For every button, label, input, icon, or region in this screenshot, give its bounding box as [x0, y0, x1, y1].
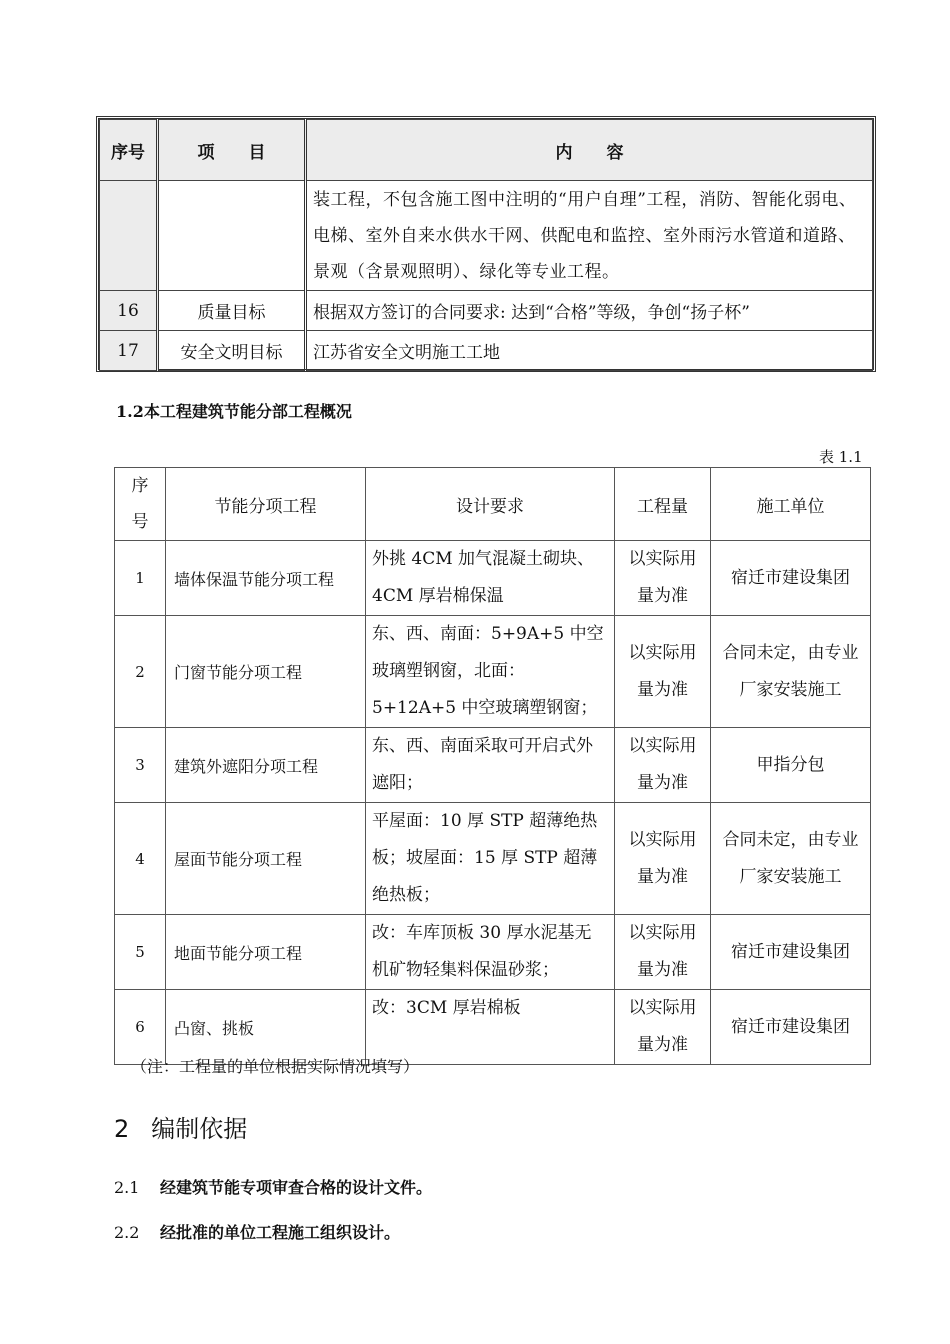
header-name: 节能分项工程: [166, 468, 366, 541]
row-no: 2: [115, 616, 166, 728]
section-heading-1-2: 1.2本工程建筑节能分部工程概况: [116, 402, 352, 421]
row-content: 根据双方签订的合同要求: 达到“合格”等级，争创“扬子杯”: [306, 291, 873, 331]
row-unit: 宿迁市建设集团: [711, 915, 871, 990]
row-name: 屋面节能分项工程: [166, 803, 366, 915]
header-no: 序号: [100, 120, 158, 181]
row-qty: 以实际用量为准: [615, 616, 711, 728]
table-header-row: [100, 120, 873, 181]
header-item: 项 目: [158, 120, 306, 181]
energy-saving-table: [114, 467, 871, 1065]
section-heading-2: [114, 1109, 247, 1144]
row-no: 5: [115, 915, 166, 990]
row-req: 改：车库顶板 30 厚水泥基无机矿物轻集料保温砂浆；: [366, 915, 615, 990]
row-name: 墙体保温节能分项工程: [166, 541, 366, 616]
header-unit: 施工单位: [711, 468, 871, 541]
row-name: 凸窗、挑板: [166, 990, 366, 1065]
row-no: 16: [100, 291, 158, 331]
table-row: [100, 181, 873, 291]
row-req: 平屋面：10 厚 STP 超薄绝热板；坡屋面：15 厚 STP 超薄绝热板；: [366, 803, 615, 915]
table-row: [115, 803, 871, 915]
row-qty: 以实际用量为准: [615, 915, 711, 990]
row-no: 1: [115, 541, 166, 616]
header-no: 序号: [115, 468, 166, 541]
row-qty: 以实际用量为准: [615, 803, 711, 915]
row-no: [100, 181, 158, 291]
row-qty: 以实际用量为准: [615, 728, 711, 803]
row-unit: 合同未定，由专业厂家安装施工: [711, 803, 871, 915]
table-row: [100, 331, 873, 371]
row-no: 17: [100, 331, 158, 371]
row-content: 江苏省安全文明施工工地: [306, 331, 873, 371]
row-unit: 甲指分包: [711, 728, 871, 803]
row-req: 东、西、南面：5+9A+5 中空玻璃塑钢窗，北面：5+12A+5 中空玻璃塑钢窗；: [366, 616, 615, 728]
row-req: 外挑 4CM 加气混凝土砌块、4CM 厚岩棉保温: [366, 541, 615, 616]
table-note: （注：工程量的单位根据实际情况填写）: [131, 1057, 420, 1076]
row-unit: 宿迁市建设集团: [711, 990, 871, 1065]
subsection-2-1: [114, 1175, 432, 1198]
table-caption: 表 1.1: [819, 448, 863, 466]
row-qty: 以实际用量为准: [615, 990, 711, 1065]
row-unit: 宿迁市建设集团: [711, 541, 871, 616]
row-name: 门窗节能分项工程: [166, 616, 366, 728]
row-no: 6: [115, 990, 166, 1065]
table-row: [100, 291, 873, 331]
row-qty: 以实际用量为准: [615, 541, 711, 616]
row-name: 建筑外遮阳分项工程: [166, 728, 366, 803]
row-req: 东、西、南面采取可开启式外遮阳；: [366, 728, 615, 803]
subsection-2-2: [114, 1220, 400, 1243]
subsection-text: 经批准的单位工程施工组织设计。: [160, 1223, 401, 1242]
subsection-number: 2.1: [114, 1178, 140, 1197]
subsection-text: 经建筑节能专项审查合格的设计文件。: [160, 1178, 433, 1197]
row-item: 质量目标: [158, 291, 306, 331]
row-req: 改：3CM 厚岩棉板: [366, 990, 615, 1065]
project-summary-table: [96, 116, 876, 372]
row-name: 地面节能分项工程: [166, 915, 366, 990]
table-row: [115, 541, 871, 616]
row-no: 3: [115, 728, 166, 803]
table-row: [115, 915, 871, 990]
row-item: [158, 181, 306, 291]
table-row: [115, 728, 871, 803]
row-item: 安全文明目标: [158, 331, 306, 371]
header-req: 设计要求: [366, 468, 615, 541]
row-content: 装工程，不包含施工图中注明的“用户自理”工程，消防、智能化弱电、电梯、室外自来水供水干网、供配电和监控、室外雨污水管道和道路、景观（含景观照明）、绿化等专业工程。: [306, 181, 873, 291]
row-no: 4: [115, 803, 166, 915]
row-unit: 合同未定，由专业厂家安装施工: [711, 616, 871, 728]
header-content: 内 容: [306, 120, 873, 181]
subsection-number: 2.2: [114, 1223, 140, 1242]
table-header-row: [115, 468, 871, 541]
section-title: 编制依据: [151, 1115, 248, 1143]
header-qty: 工程量: [615, 468, 711, 541]
table-row: [115, 616, 871, 728]
section-number: 2: [114, 1115, 130, 1143]
